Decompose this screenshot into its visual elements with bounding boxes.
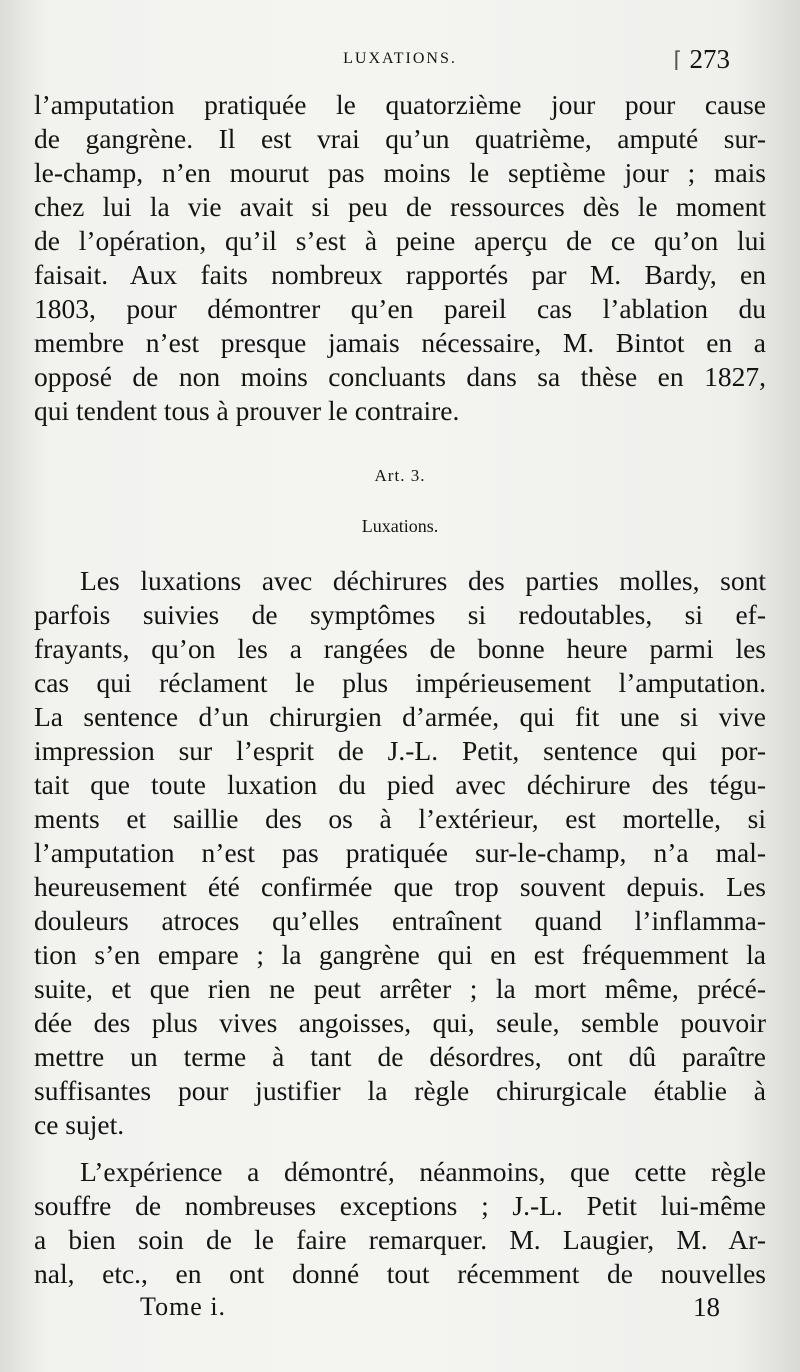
text-line: mettre un terme à tant de désordres, ont dû paraître xyxy=(34,1041,766,1072)
text-line: ments et saillie des os à l’extérieur, est mortelle, si xyxy=(34,803,766,834)
running-header xyxy=(40,44,760,78)
paragraph-experience xyxy=(34,1155,766,1291)
page-footer xyxy=(140,1292,720,1332)
paragraph-continued xyxy=(34,88,766,428)
text-line: tion s’en empare ; la gangrène qui en est fréquemment la xyxy=(34,939,766,970)
text-line: suite, et que rien ne peut arrêter ; la mort même, précé- xyxy=(34,973,766,1004)
running-title: LUXATIONS. xyxy=(343,50,457,67)
text-line: parfois suivies de symptômes si redoutables, si ef- xyxy=(34,599,766,630)
text-line: de l’opération, qu’il s’est à peine aperçu de ce qu’on lui xyxy=(34,225,766,256)
text-line: frayants, qu’on les a rangées de bonne heure parmi les xyxy=(34,633,766,664)
volume-label: Tome i. xyxy=(140,1292,227,1321)
text-line: cas qui réclament le plus impérieusement l’amputation. xyxy=(34,667,766,698)
text-line: l’amputation n’est pas pratiquée sur-le-champ, n’a mal- xyxy=(34,837,766,868)
text-line: souffre de nombreuses exceptions ; J.-L. Petit lui-même xyxy=(34,1190,766,1221)
text-line: chez lui la vie avait si peu de ressources dès le moment xyxy=(34,191,766,222)
page-number: 273 xyxy=(689,44,730,74)
text-line: suffisantes pour justifier la règle chirurgicale établie à xyxy=(34,1075,766,1106)
margin-mark: ⌈ xyxy=(673,48,682,73)
article-heading: Art. 3. xyxy=(374,466,426,485)
text-line: La sentence d’un chirurgien d’armée, qui fit une si vive xyxy=(34,701,766,732)
text-line: tait que toute luxation du pied avec déchirure des tégu- xyxy=(34,769,766,800)
signature-mark: 18 xyxy=(693,1292,720,1322)
text-line: a bien soin de le faire remarquer. M. Laugier, M. Ar- xyxy=(34,1224,766,1255)
text-line: impression sur l’esprit de J.-L. Petit, sentence qui por- xyxy=(34,735,766,766)
paragraph-luxations xyxy=(34,564,766,1142)
text-line: L’expérience a démontré, néanmoins, que cette règle xyxy=(80,1156,766,1187)
text-line: qui tendent tous à prouver le contraire. xyxy=(34,395,460,426)
text-line: 1803, pour démontrer qu’en pareil cas l’ablation du xyxy=(34,293,766,324)
text-line: faisait. Aux faits nombreux rapportés par M. Bardy, en xyxy=(34,259,766,290)
text-line: heureusement été confirmée que trop souvent depuis. Les xyxy=(34,871,766,902)
text-line: douleurs atroces qu’elles entraînent quand l’inflamma- xyxy=(34,905,766,936)
text-line: membre n’est presque jamais nécessaire, M. Bintot en a xyxy=(34,327,766,358)
text-line: l’amputation pratiquée le quatorzième jour pour cause xyxy=(34,89,766,120)
section-heading: Luxations. xyxy=(361,516,439,536)
text-line: Les luxations avec déchirures des parties molles, sont xyxy=(80,565,766,596)
text-line: ce sujet. xyxy=(34,1109,125,1140)
text-line: le-champ, n’en mourut pas moins le septième jour ; mais xyxy=(34,157,766,188)
text-line: nal, etc., en ont donné tout récemment de nouvelles xyxy=(34,1258,766,1289)
text-line: de gangrène. Il est vrai qu’un quatrième, amputé sur- xyxy=(34,123,766,154)
text-line: opposé de non moins concluants dans sa thèse en 1827, xyxy=(34,361,766,392)
text-line: dée des plus vives angoisses, qui, seule, semble pouvoir xyxy=(34,1007,766,1038)
